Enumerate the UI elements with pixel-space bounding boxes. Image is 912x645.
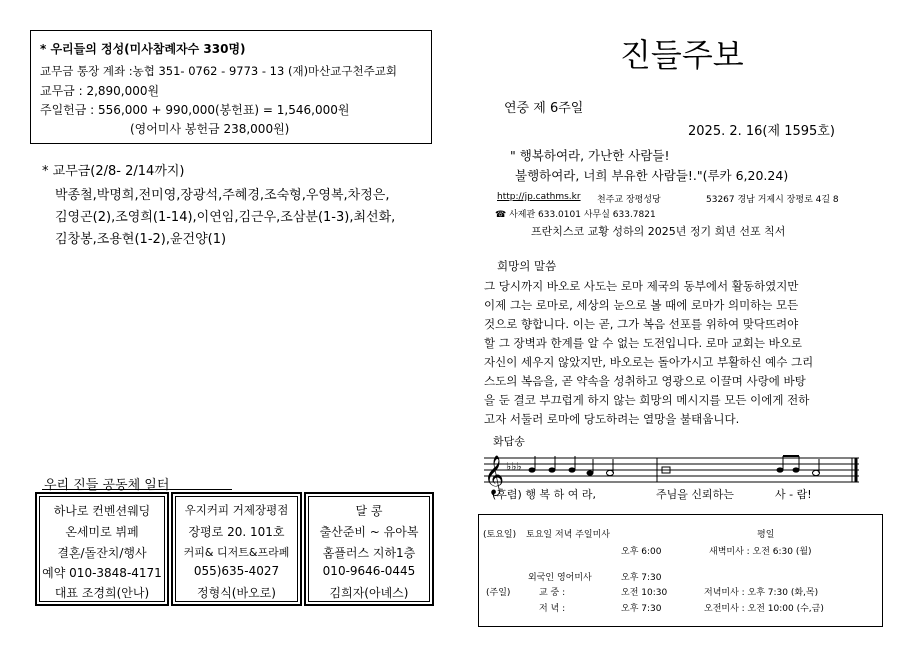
- card-3-line-4: 010-9646-0445: [322, 564, 416, 578]
- verse-line-1: " 행복하여라, 가난한 사람들!: [510, 148, 670, 163]
- offering-kyomu: 교무금 : 2,890,000원: [40, 84, 160, 98]
- article-line-2: 이제 그는 로마로, 세상의 눈으로 볼 때에 로마가 의미하는 모든: [484, 298, 799, 312]
- donors-line-1: 박종철,박명희,전미영,장광석,주혜경,조숙형,우영복,차정은,: [55, 188, 390, 203]
- community-title-underline: [42, 489, 232, 490]
- foreign-time: 오후 7:30: [621, 573, 662, 583]
- school-time: 오전 10:30: [621, 588, 668, 598]
- hymn-lyric-2: 주님을 신뢰하는: [656, 488, 734, 501]
- parish-address: 53267 경남 거제시 장평로 4길 8: [706, 195, 839, 205]
- business-card-dalkong: [304, 492, 434, 606]
- liturgical-season: 연중 제 6주일: [504, 101, 584, 116]
- article-heading: 희망의 말씀: [497, 259, 557, 273]
- hymn-refrain: (후렴) 행 복 하 여 라,: [492, 488, 596, 501]
- card-1-line-3: 결혼/돌잔치/행사: [57, 546, 147, 560]
- bulletin-title: 진들주보: [620, 36, 744, 74]
- card-1-line-4: 예약 010-3848-4171: [42, 566, 162, 580]
- foreign-label: 외국인 영어미사: [528, 573, 592, 583]
- evening-mass: 저녁미사 : 오후 7:30 (화,목): [704, 588, 819, 598]
- offering-sunday: 주일헌금 : 556,000 + 990,000(봉헌표) = 1,546,000원: [40, 103, 350, 117]
- donors-line-2: 김영곤(2),조영희(1-14),이연임,김근우,조삼분(1-3),최선화,: [55, 210, 396, 225]
- sat-label: (토요일): [483, 530, 517, 540]
- business-card-wedding: [35, 492, 169, 606]
- card-2-line-1: 우지커피 거제장평점: [184, 503, 289, 517]
- card-3-line-2: 출산준비 ~ 유아복: [319, 525, 419, 539]
- card-3-line-3: 홈플러스 지하1층: [322, 546, 416, 560]
- business-card-coffee: [171, 492, 302, 606]
- offering-english-mass: (영어미사 봉헌금 238,000원): [130, 122, 290, 136]
- card-1-line-1: 하나로 컨벤션웨딩: [53, 504, 151, 518]
- article-line-7: 을 둔 결코 부끄럽게 하지 않는 희망의 메시지를 모든 이에게 전하: [484, 393, 810, 407]
- article-line-1: 그 당시까지 바오로 사도는 로마 제국의 동부에서 활동하였지만: [484, 279, 799, 293]
- card-2-line-5: 정형식(바오로): [197, 586, 276, 600]
- offering-title: * 우리들의 정성(미사참례자수 330명): [40, 42, 246, 56]
- dawn-mass: 새벽미사 : 오전 6:30 (월): [709, 547, 812, 557]
- article-line-3: 것으로 향합니다. 이는 곧, 그가 복음 선포를 위하여 맞닥뜨려야: [484, 317, 799, 331]
- article-line-8: 고자 서둘러 로마에 당도하려는 열망을 불태웁니다.: [484, 412, 740, 426]
- card-1-line-5: 대표 조경희(안나): [54, 586, 150, 600]
- weekday-title: 평일: [757, 530, 775, 540]
- donors-title: * 교무금(2/8- 2/14까지): [42, 164, 185, 179]
- article-line-4: 할 그 장벽과 한계를 알 수 없는 도전입니다. 로마 교회는 바오로: [484, 336, 802, 350]
- card-2-line-3: 커피& 디저트&프라페: [183, 546, 290, 559]
- hymn-lyric-3: 사 - 람!: [775, 488, 812, 501]
- card-3-line-1: 달 콩: [355, 504, 383, 518]
- card-2-line-2: 장평로 20. 101호: [188, 525, 285, 539]
- card-2-line-4: 055)635-4027: [193, 564, 280, 578]
- sat-time: 오후 6:00: [621, 547, 662, 557]
- morning-mass: 오전미사 : 오전 10:00 (수,금): [704, 604, 824, 614]
- parish-name: 천주교 장평성당: [597, 195, 661, 205]
- verse-line-2: 불행하여라, 너희 부유한 사람들!."(루카 6,20.24): [515, 168, 789, 183]
- card-3-line-5: 김희자(아녜스): [329, 586, 409, 600]
- article-subtitle: 프란치스코 교황 성하의 2025년 정기 희년 선포 칙서: [531, 225, 786, 238]
- parish-phone: ☎ 사제관 633.0101 사무실 633.7821: [495, 210, 656, 220]
- night-time: 오후 7:30: [621, 604, 662, 614]
- hymn-title: 화답송: [493, 435, 525, 448]
- school-label: 교 중 :: [539, 588, 566, 598]
- card-1-line-2: 온세미로 뷔페: [65, 525, 139, 539]
- article-line-6: 스도의 복음을, 곧 약속을 성취하고 영광으로 이끌며 사랑에 바탕: [484, 374, 806, 388]
- offering-account: 교무금 통장 계좌 :농협 351- 0762 - 9773 - 13 (재)마산교구천주교회: [40, 64, 397, 78]
- svg-text:𝄞: 𝄞: [484, 455, 505, 495]
- article-line-5: 자신이 세우지 않았지만, 바오로는 돌아가시고 부활하신 예수 그리: [484, 355, 814, 369]
- svg-text:♭♭♭: ♭♭♭: [506, 460, 522, 473]
- sat-mass: 토요일 저녁 주일미사: [526, 530, 610, 540]
- sun-label: (주일): [486, 588, 511, 598]
- parish-url[interactable]: http://jp.cathms.kr: [497, 192, 581, 202]
- night-label: 저 녁 :: [539, 604, 566, 614]
- donors-line-3: 김창봉,조용현(1-2),윤건양(1): [55, 232, 227, 247]
- issue-date: 2025. 2. 16(제 1595호): [688, 124, 835, 139]
- community-title: 우리 진들 공동체 일터: [44, 478, 170, 493]
